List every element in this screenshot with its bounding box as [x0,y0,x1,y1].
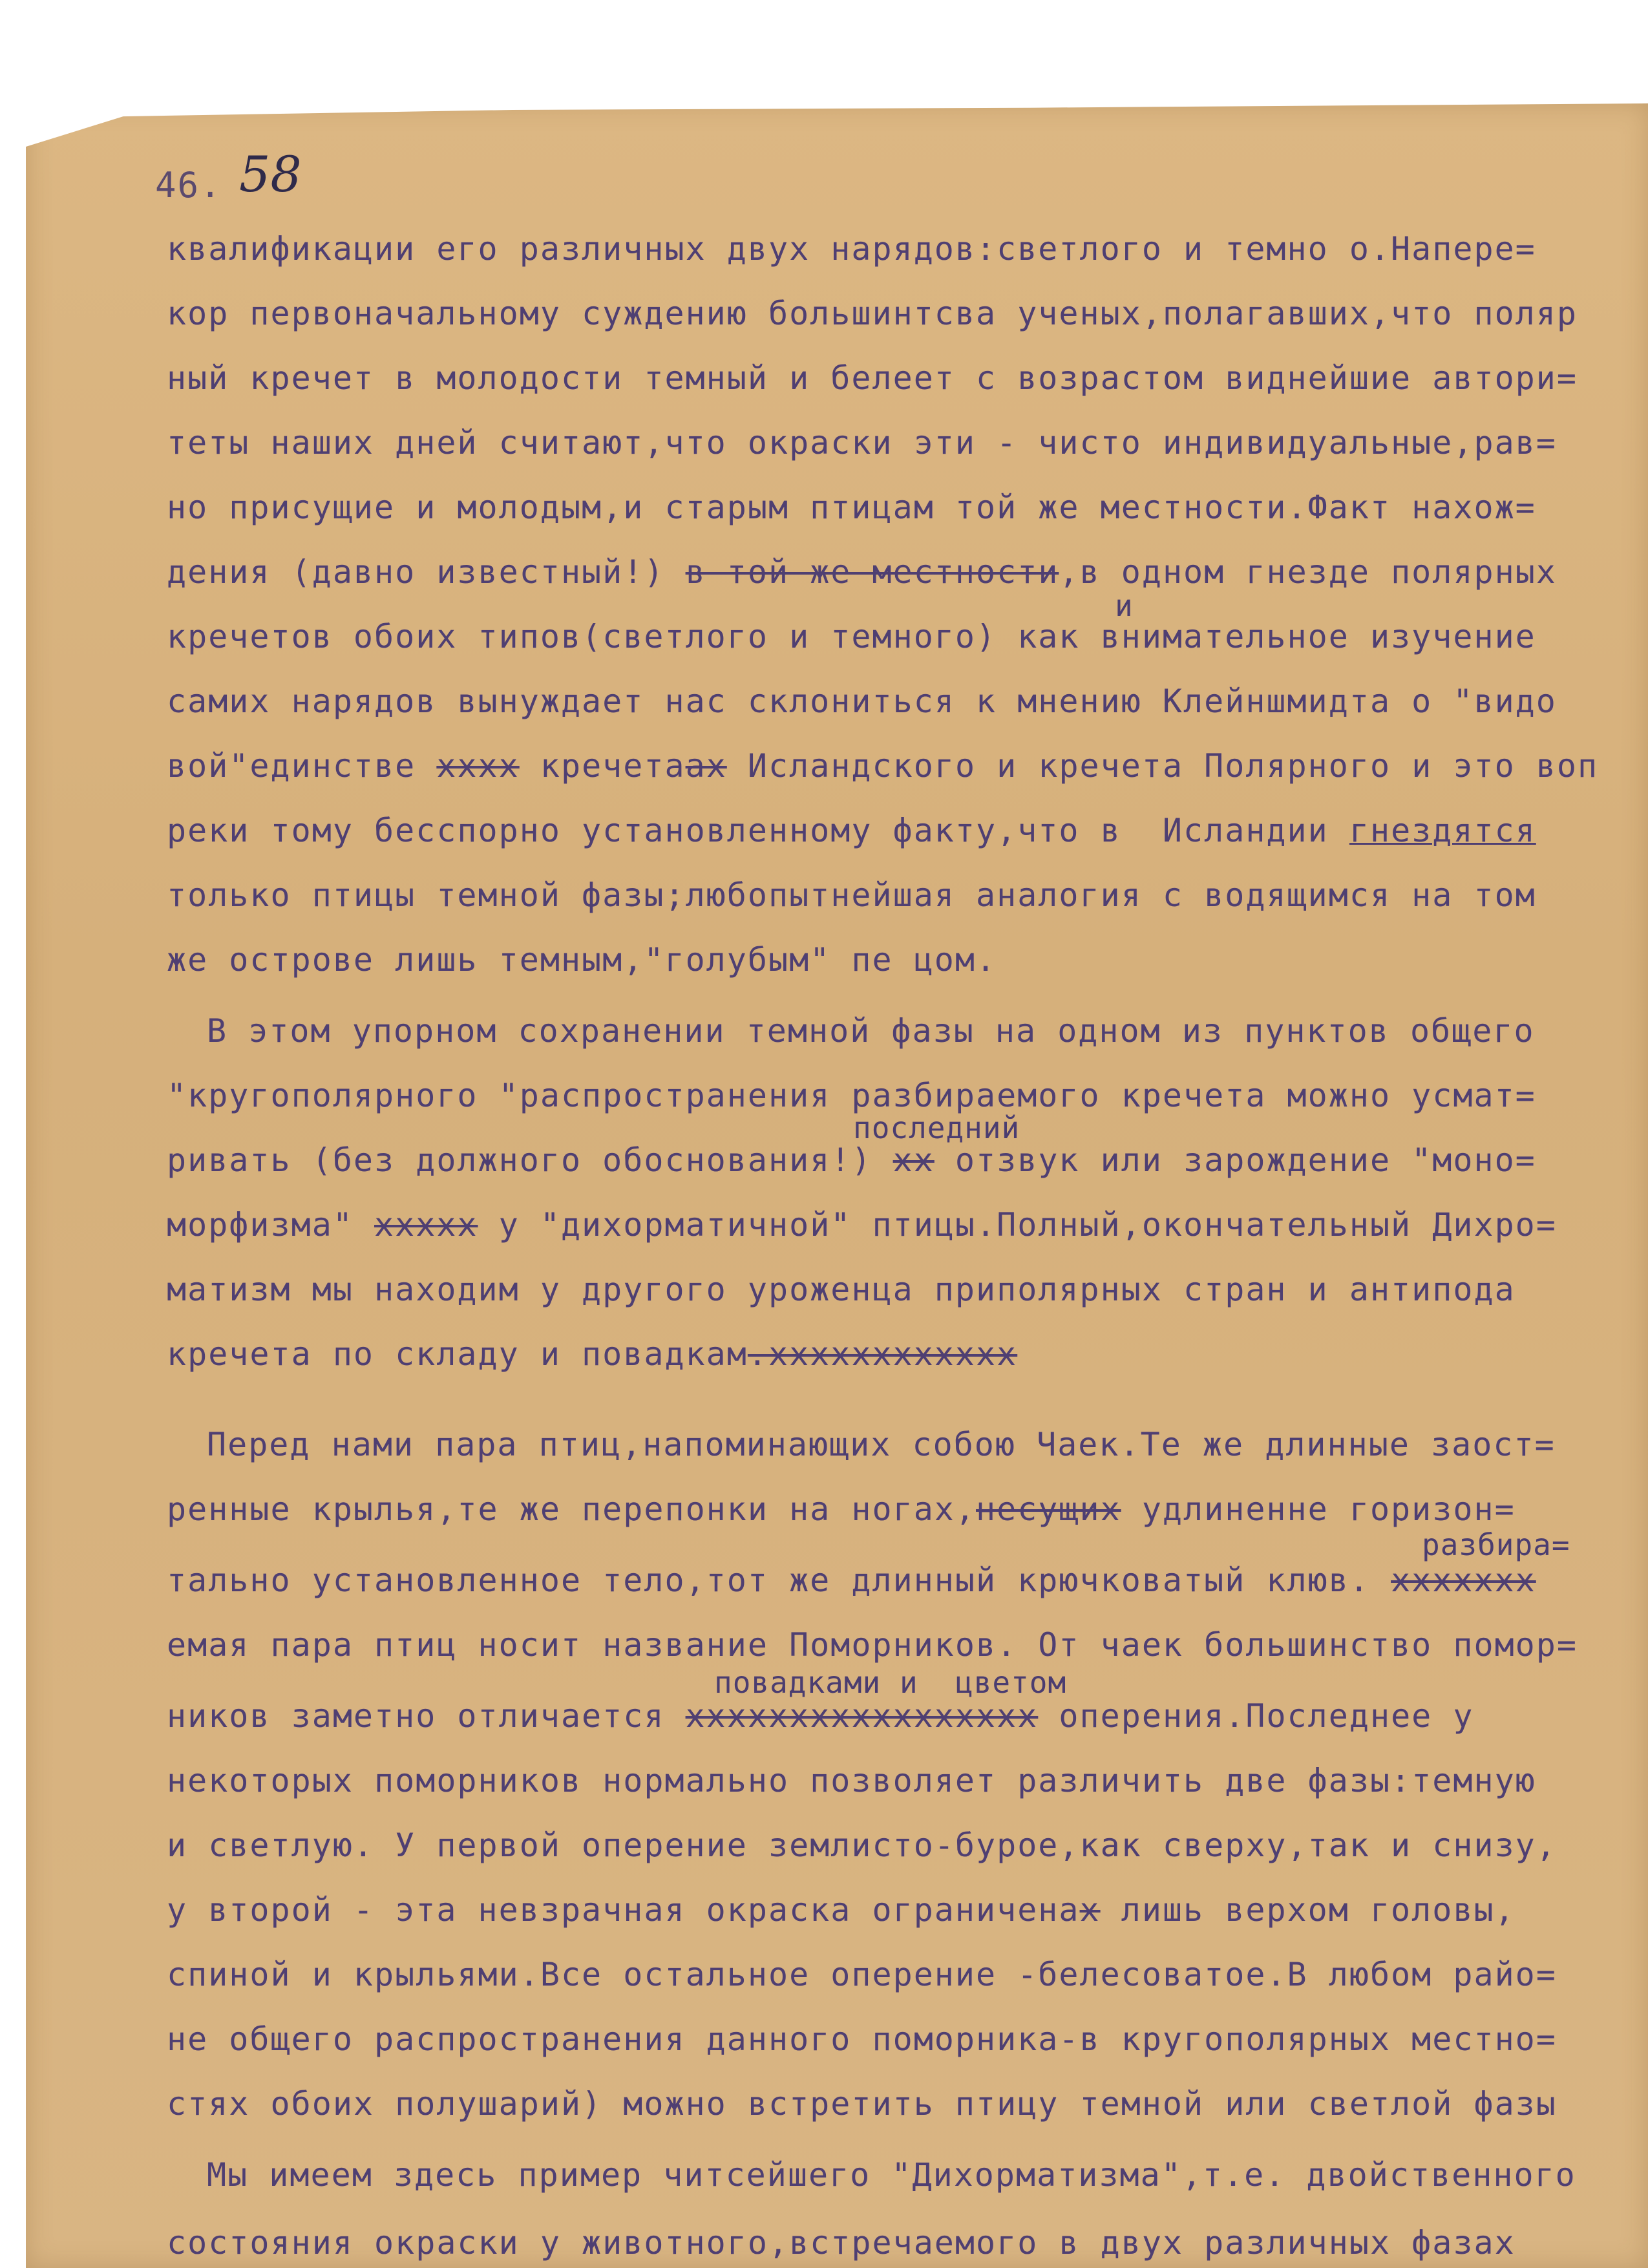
inserted-word: разбира= [1422,1527,1570,1562]
text-line [167,1490,1516,1529]
text-line [167,553,1557,591]
struck-text: xxxx [436,747,520,785]
text-line: но присущие и молодым,и старым птицам той же местности.Факт нахож= [167,489,1536,526]
text-line: теты наших дней считают,что окраски эти - чисто индивидуальные,рав= [167,424,1557,461]
text-line: состояния окраски у животного,встречаемого в двух различных фазах [167,2224,1516,2262]
text-line: Мы имеем здесь пример читсейшего "Дихорматизма",т.е. двойственного [207,2156,1576,2194]
struck-text: ах [685,747,727,785]
handwritten-page-number: 58 [239,145,302,203]
text-line [167,1561,1536,1600]
text-line: самих нарядов вынуждает нас склониться к мнению Клейншмидта о "видо [167,683,1557,720]
text-line: спиной и крыльями.Все остальное оперение -белесоватое.В любом райо= [167,1956,1557,1993]
text-line [167,1891,1516,1929]
text-segment: вой"единстве [167,747,437,785]
text-line [167,1141,1536,1180]
text-line: емая пара птиц носит название Поморников. От чаек большинство помор= [167,1626,1578,1664]
text-segment: кречета [519,747,686,785]
text-segment: оперения.Последнее у [1038,1697,1474,1735]
struck-text: х [1079,1891,1101,1929]
text-line [167,811,1536,850]
struck-text: xxxxx [374,1206,478,1244]
text-segment: кречета по складу и повадкам [167,1335,748,1373]
text-line: квалификации его различных двух нарядов:светлого и темно о.Напере= [167,230,1536,268]
struck-text: в той же местности [685,553,1059,591]
struck-text: несущих [976,1490,1121,1528]
text-line [167,1335,1017,1373]
text-segment: ников заметно отличается [167,1697,686,1735]
underlined-text: гнездятся [1349,812,1536,849]
text-line [167,1697,1474,1735]
inserted-word: и [1115,588,1134,623]
text-segment: ,в одном гнезде полярных [1059,553,1557,591]
text-segment: у второй - эта невзрачная окраска ограничена [167,1891,1080,1929]
text-segment: удлиненне горизон= [1121,1490,1516,1528]
struck-text: xxxxxxxxxxxxxxxxx [685,1697,1039,1735]
text-line: Перед нами пара птиц,напоминающих собою Чаек.Те же длинные заост= [207,1426,1556,1463]
page-number: 46. [155,165,222,206]
text-line [167,1205,1557,1244]
text-line [167,747,1598,785]
struck-text: xx [893,1141,935,1179]
struck-text: xxxxxxx [1391,1562,1536,1599]
text-line: кречетов обоих типов(светлого и темного) как внимательное изучение [167,618,1536,655]
text-segment: ривать (без должного обоснования!) [167,1141,893,1179]
text-segment: тально установленное тело,тот же длинный крючковатый клюв. [167,1562,1391,1599]
text-segment: ренные крылья,те же перепонки на ногах, [167,1490,976,1528]
text-line: некоторых поморников нормально позволяет различить две фазы:темную [167,1762,1536,1799]
text-segment: отзвук или зарождение "моно= [934,1141,1536,1179]
text-line: и светлую. У первой оперение землисто-бурое,как сверху,так и снизу, [167,1827,1557,1864]
text-line: матизм мы находим у другого уроженца приполярных стран и антипода [167,1271,1516,1308]
text-line: не общего распространения данного поморника-в кругополярных местно= [167,2020,1557,2058]
text-segment: реки тому бесспорно установленному факту,что в Исландии [167,812,1349,849]
text-line: только птицы темной фазы;любопытнейшая аналогия с водящимся на том [167,876,1536,914]
text-line: ный кречет в молодости темный и белеет с возрастом виднейшие автори= [167,359,1578,397]
inserted-word: последний [853,1110,1020,1145]
text-line: В этом упорном сохранении темной фазы на одном из пунктов общего [207,1012,1535,1050]
text-line: кор первоначальному суждению большинтсва ученых,полагавших,что поляр [167,295,1578,332]
text-segment: лишь верхом головы, [1100,1891,1516,1929]
text-segment: Исландского и кречета Полярного и это воп [726,747,1599,785]
text-line: же острове лишь темным,"голубым" пе цом. [167,941,997,979]
inserted-word: повадками и цветом [714,1665,1067,1700]
text-segment: дения (давно известный!) [167,553,686,591]
text-segment: морфизма" [167,1206,375,1244]
text-segment: у "дихорматичной" птицы.Полный,окончательный Дихро= [478,1206,1557,1244]
text-line: "кругополярного "распространения разбираемого кречета можно усмат= [167,1077,1536,1114]
text-line: стях обоих полушарий) можно встретить птицу темной или светлой фазы [167,2085,1557,2123]
struck-text: .xxxxxxxxxxxx [747,1335,1018,1373]
